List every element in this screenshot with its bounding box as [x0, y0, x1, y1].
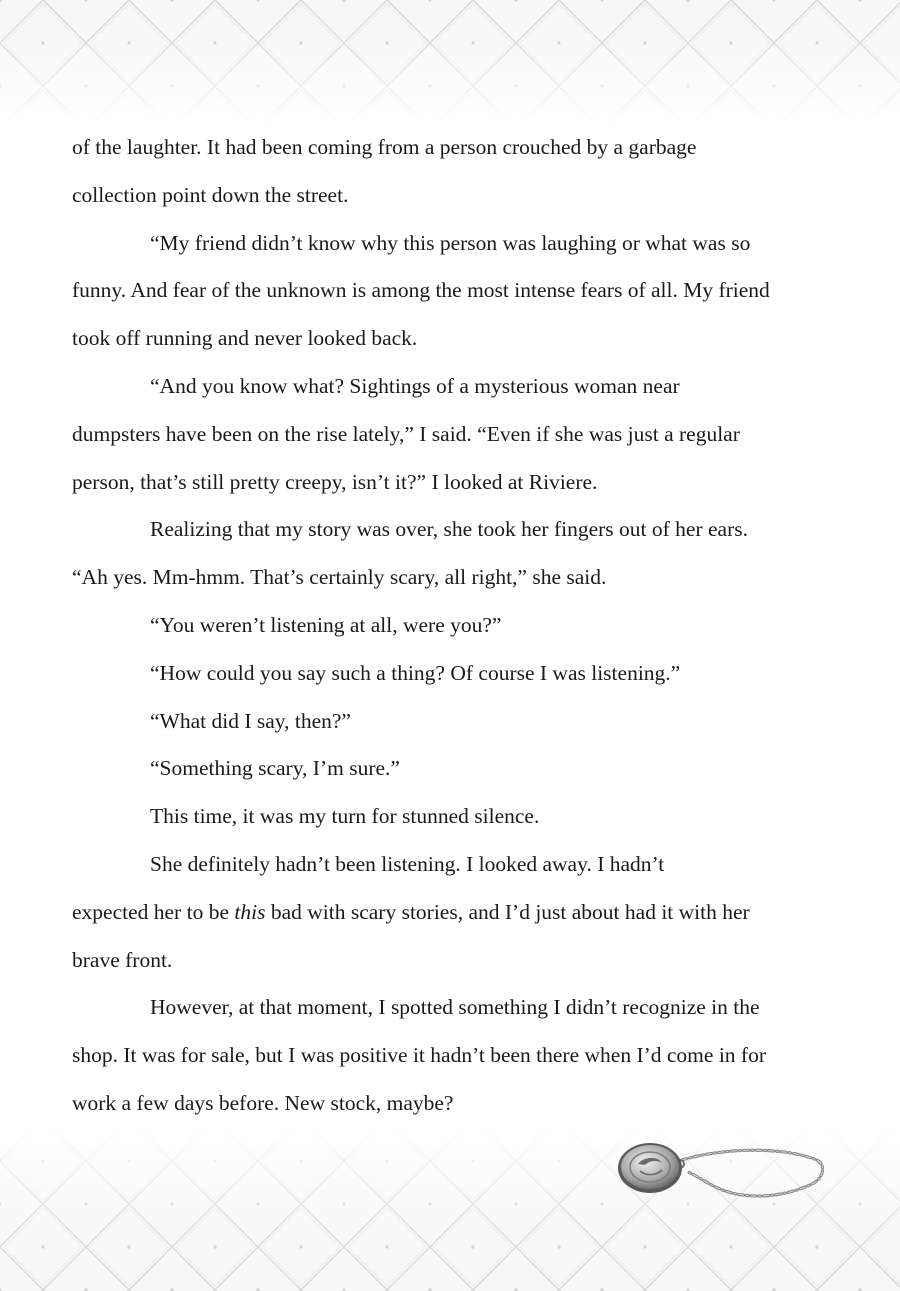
paragraph: “How could you say such a thing? Of course I was listening.”	[150, 660, 681, 685]
emphasis-text: this	[234, 899, 266, 924]
story-text	[72, 124, 772, 1128]
paragraph: of the laughter. It had been coming from a person crouched by a garbage collection point down the street.	[72, 135, 697, 207]
pocket-watch-icon	[612, 1138, 832, 1210]
paragraph: However, at that moment, I spotted something I didn’t recognize in the shop. It was for sale, but I was positive it hadn’t been there when I’d come in for work a few days before. New stock, maybe?	[72, 995, 766, 1115]
paragraph: This time, it was my turn for stunned silence.	[150, 804, 540, 829]
paragraph: “What did I say, then?”	[150, 708, 351, 733]
paragraph: “Something scary, I’m sure.”	[150, 756, 400, 781]
paragraph: She definitely hadn’t been listening. I looked away. I hadn’t	[150, 851, 665, 876]
text-run: bad with scary stories, and I’d just about had it with her brave front.	[72, 899, 750, 972]
paragraph	[72, 889, 772, 985]
paragraph: “You weren’t listening at all, were you?”	[150, 612, 502, 637]
paragraph: Realizing that my story was over, she took her fingers out of her ears. “Ah yes. Mm-hmm. That’s certainly scary, all right,” she said.	[72, 517, 748, 590]
text-run: expected her to be	[72, 899, 235, 924]
paragraph: “My friend didn’t know why this person was laughing or what was so funny. And fear of the unknown is among the most intense fears of all. My friend took off running and never looked back.	[72, 230, 770, 351]
paragraph: “And you know what? Sightings of a mysterious woman near dumpsters have been on the rise lately,” I said. “Even if she was just a regular person, that’s still pretty creepy, isn’t it?” I looked at Riviere.	[72, 373, 740, 494]
